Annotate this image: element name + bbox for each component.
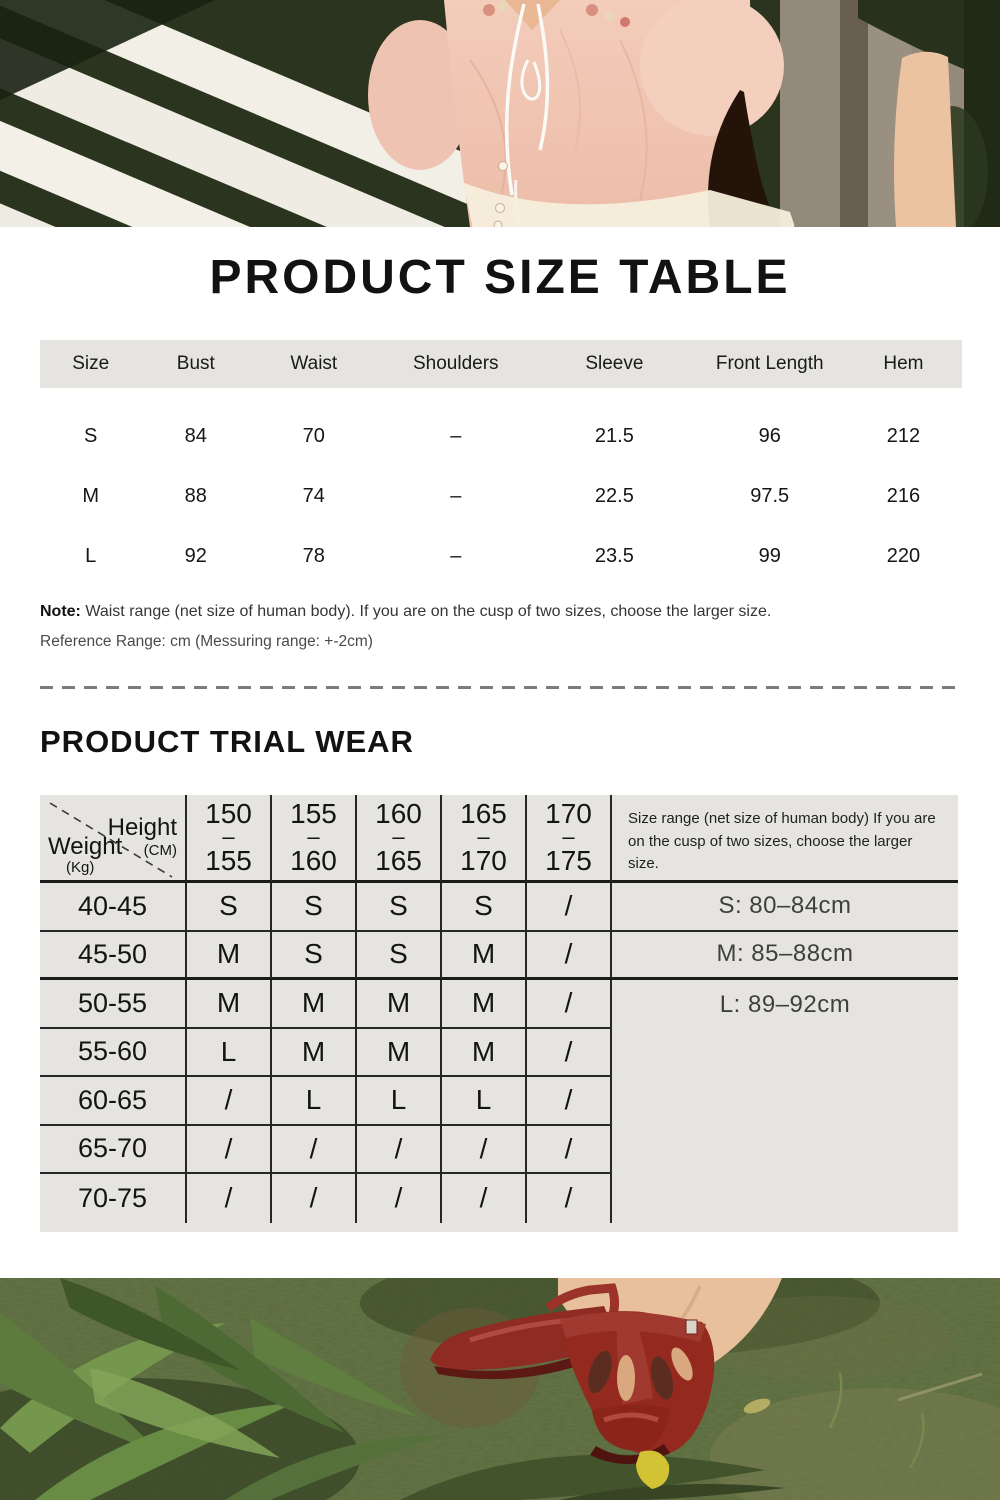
range-dash: – bbox=[477, 824, 490, 850]
trial-cell: S bbox=[272, 932, 357, 981]
cell: S bbox=[84, 424, 98, 447]
trial-cell: / bbox=[527, 1126, 612, 1175]
cell: 99 bbox=[758, 544, 781, 567]
cell: L bbox=[85, 544, 97, 567]
cell: 88 bbox=[184, 484, 207, 507]
range-dash: – bbox=[222, 824, 235, 850]
weight-range-cell: 55-60 bbox=[40, 1029, 187, 1078]
cell: 84 bbox=[184, 424, 207, 447]
weight-range-cell: 45-50 bbox=[40, 932, 187, 981]
note-line2: Reference Range: cm (Messuring range: +-2cm) bbox=[40, 633, 373, 650]
trial-cell: / bbox=[527, 1077, 612, 1126]
trial-cell: L bbox=[357, 1077, 442, 1126]
trial-cell: / bbox=[527, 1029, 612, 1078]
corner-height-unit: (CM) bbox=[143, 842, 177, 859]
trial-cell: M bbox=[272, 1029, 357, 1078]
trial-cell: S bbox=[357, 883, 442, 932]
trial-cell: S bbox=[272, 883, 357, 932]
trial-cell: / bbox=[527, 932, 612, 981]
height-column-170-175 bbox=[527, 795, 612, 883]
trial-cell: / bbox=[527, 980, 612, 1029]
range-bottom: 160 bbox=[290, 844, 337, 876]
height-weight-corner-cell bbox=[40, 795, 187, 883]
note-line1 bbox=[40, 601, 960, 622]
trial-cell: / bbox=[187, 1174, 272, 1223]
trial-cell: / bbox=[527, 1174, 612, 1223]
trial-cell: S bbox=[357, 932, 442, 981]
trial-cell: M bbox=[187, 932, 272, 981]
size-chart-header-row bbox=[40, 340, 962, 388]
height-column-155-160 bbox=[272, 795, 357, 883]
size-range-l: L: 89–92cm bbox=[719, 991, 851, 1018]
column-header-front-length: Front Length bbox=[715, 353, 824, 374]
trial-cell: / bbox=[442, 1174, 527, 1223]
size-row-s bbox=[40, 406, 962, 466]
column-header-sleeve: Sleeve bbox=[585, 353, 644, 374]
trial-cell: S bbox=[442, 883, 527, 932]
trial-cell: M bbox=[357, 980, 442, 1029]
trial-cell: M bbox=[442, 1029, 527, 1078]
cell: 97.5 bbox=[750, 484, 790, 507]
weight-range-cell: 65-70 bbox=[40, 1126, 187, 1175]
weight-range-cell: 60-65 bbox=[40, 1077, 187, 1126]
cell: – bbox=[450, 544, 462, 567]
weight-range-cell: 50-55 bbox=[40, 980, 187, 1029]
range-top: 155 bbox=[290, 798, 337, 830]
size-note bbox=[40, 601, 960, 652]
height-column-165-170 bbox=[442, 795, 527, 883]
trial-cell: L bbox=[272, 1077, 357, 1126]
size-range-m: M: 85–88cm bbox=[612, 932, 958, 981]
arm bbox=[894, 52, 956, 227]
range-top: 165 bbox=[460, 798, 507, 830]
trial-cell: / bbox=[187, 1077, 272, 1126]
trial-cell: / bbox=[187, 1126, 272, 1175]
cell: 216 bbox=[886, 484, 921, 507]
hero-photo-illustration bbox=[0, 0, 1000, 227]
trial-cell: L bbox=[442, 1077, 527, 1126]
cell: 23.5 bbox=[594, 544, 634, 567]
trial-cell: L bbox=[187, 1029, 272, 1078]
footer-photo bbox=[0, 1278, 1000, 1500]
cell: 220 bbox=[886, 544, 921, 567]
trial-cell: S bbox=[187, 883, 272, 932]
cell: – bbox=[450, 484, 462, 507]
trial-cell: M bbox=[442, 932, 527, 981]
trial-cell: M bbox=[357, 1029, 442, 1078]
range-dash: – bbox=[307, 824, 320, 850]
trial-cell: / bbox=[357, 1174, 442, 1223]
cell: 74 bbox=[302, 484, 325, 507]
corner-weight-unit: (Kg) bbox=[66, 859, 95, 876]
cell: 22.5 bbox=[594, 484, 634, 507]
trial-cell: / bbox=[527, 883, 612, 932]
trial-cell: / bbox=[357, 1126, 442, 1175]
trial-wear-title: PRODUCT TRIAL WEAR bbox=[40, 724, 414, 759]
trial-cell: M bbox=[272, 980, 357, 1029]
trial-side-note: Size range (net size of human body) If you are on the cusp of two sizes, choose the larger size. bbox=[612, 795, 958, 883]
column-header-bust: Bust bbox=[176, 353, 215, 374]
range-bottom: 175 bbox=[545, 844, 592, 876]
note-text: Waist range (net size of human body). If you are on the cusp of two sizes, choose the larger size. bbox=[80, 603, 772, 620]
range-bottom: 165 bbox=[375, 844, 422, 876]
page-title: PRODUCT SIZE TABLE bbox=[209, 251, 791, 304]
cell: M bbox=[82, 484, 100, 507]
cell: 21.5 bbox=[594, 424, 634, 447]
cell: – bbox=[450, 424, 462, 447]
corner-height-label: Height bbox=[107, 814, 177, 841]
trial-cell: / bbox=[442, 1126, 527, 1175]
cell: 96 bbox=[758, 424, 781, 447]
right-puff-sleeve bbox=[640, 0, 784, 136]
height-column-150-155 bbox=[187, 795, 272, 883]
cell: 212 bbox=[886, 424, 921, 447]
range-bottom: 155 bbox=[205, 844, 252, 876]
size-row-m bbox=[40, 466, 962, 526]
range-top: 170 bbox=[545, 798, 592, 830]
size-row-l bbox=[40, 526, 962, 586]
dashed-divider bbox=[40, 686, 958, 689]
range-top: 160 bbox=[375, 798, 422, 830]
column-header-waist: Waist bbox=[290, 353, 338, 374]
column-header-size: Size bbox=[72, 353, 110, 374]
size-range-s: S: 80–84cm bbox=[612, 883, 958, 932]
corner-weight-label: Weight bbox=[48, 833, 123, 860]
column-header-shoulders: Shoulders bbox=[413, 353, 499, 374]
column-header-hem: Hem bbox=[883, 353, 924, 374]
trial-cell: M bbox=[442, 980, 527, 1029]
cell: 70 bbox=[302, 424, 325, 447]
cell: 92 bbox=[184, 544, 207, 567]
size-chart bbox=[40, 340, 962, 586]
note-label: Note: bbox=[40, 603, 81, 620]
trial-cell: M bbox=[187, 980, 272, 1029]
hero-photo bbox=[0, 0, 1000, 227]
range-dash: – bbox=[392, 824, 405, 850]
trial-wear-table bbox=[40, 795, 958, 1232]
size-chart-body bbox=[40, 388, 962, 586]
footer-photo-illustration bbox=[0, 1278, 1000, 1500]
cell: 78 bbox=[302, 544, 325, 567]
weight-range-cell: 70-75 bbox=[40, 1174, 187, 1223]
range-top: 150 bbox=[205, 798, 252, 830]
trial-cell: / bbox=[272, 1126, 357, 1175]
range-dash: – bbox=[562, 824, 575, 850]
weight-range-cell: 40-45 bbox=[40, 883, 187, 932]
range-bottom: 170 bbox=[460, 844, 507, 876]
trial-cell: / bbox=[272, 1174, 357, 1223]
height-column-160-165 bbox=[357, 795, 442, 883]
